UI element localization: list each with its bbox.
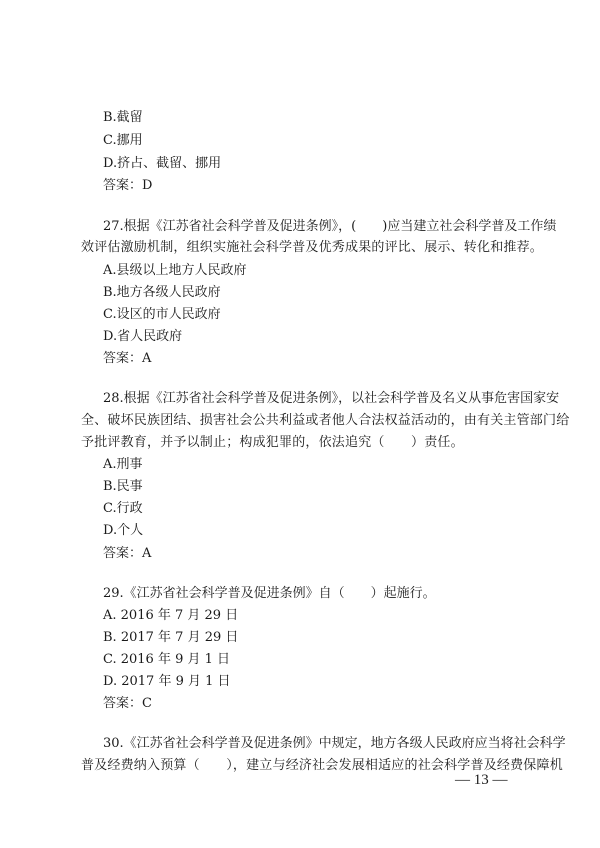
question-28-answer: 答案：A [103, 546, 152, 561]
option-d-prev: D.挤占、截留、挪用 [103, 156, 222, 171]
question-29-option-a: A. 2016 年 7 月 29 日 [103, 608, 239, 623]
question-28-option-c: C.行政 [103, 501, 143, 516]
question-29-answer: 答案：C [103, 696, 152, 711]
option-c-prev: C.挪用 [103, 133, 143, 148]
question-28-stem-line-1: 28.根据《江苏省社会科学普及促进条例》，以社会科学普及名义从事危害国家安 [103, 391, 560, 406]
question-30-stem-line-2: 普及经费纳入预算（ ），建立与经济社会发展相适应的社会科学普及经费保障机 [81, 758, 563, 773]
question-27-option-c: C.设区的市人民政府 [103, 307, 221, 322]
question-30-stem-line-1: 30.《江苏省社会科学普及促进条例》中规定，地方各级人民政府应当将社会科学 [103, 736, 566, 751]
question-29-option-b: B. 2017 年 7 月 29 日 [103, 630, 239, 645]
question-29-option-d: D. 2017 年 9 月 1 日 [103, 674, 231, 689]
option-b-prev: B.截留 [103, 110, 143, 125]
question-27-option-b: B.地方各级人民政府 [103, 285, 221, 300]
question-28-stem-line-2: 全、破坏民族团结、损害社会公共利益或者他人合法权益活动的，由有关主管部门给 [81, 413, 570, 428]
question-27-stem-line-1: 27.根据《江苏省社会科学普及促进条例》，( )应当建立社会科学普及工作绩 [103, 219, 557, 234]
question-28-option-b: B.民事 [103, 479, 143, 494]
question-27-answer: 答案：A [103, 351, 152, 366]
page-number: — 13 — [455, 772, 508, 788]
question-27-stem-line-2: 效评估激励机制，组织实施社会科学普及优秀成果的评比、展示、转化和推荐。 [81, 240, 544, 255]
question-28-option-d: D.个人 [103, 523, 144, 538]
question-27-option-a: A.县级以上地方人民政府 [103, 263, 247, 278]
question-27-option-d: D.省人民政府 [103, 329, 183, 344]
question-29-stem: 29.《江苏省社会科学普及促进条例》自（ ）起施行。 [103, 586, 436, 601]
question-28-option-a: A.刑事 [103, 457, 143, 472]
question-28-stem-line-3: 予批评教育，并予以制止；构成犯罪的，依法追究（ ）责任。 [81, 435, 464, 450]
question-29-option-c: C. 2016 年 9 月 1 日 [103, 652, 231, 667]
answer-prev: 答案：D [103, 178, 153, 193]
